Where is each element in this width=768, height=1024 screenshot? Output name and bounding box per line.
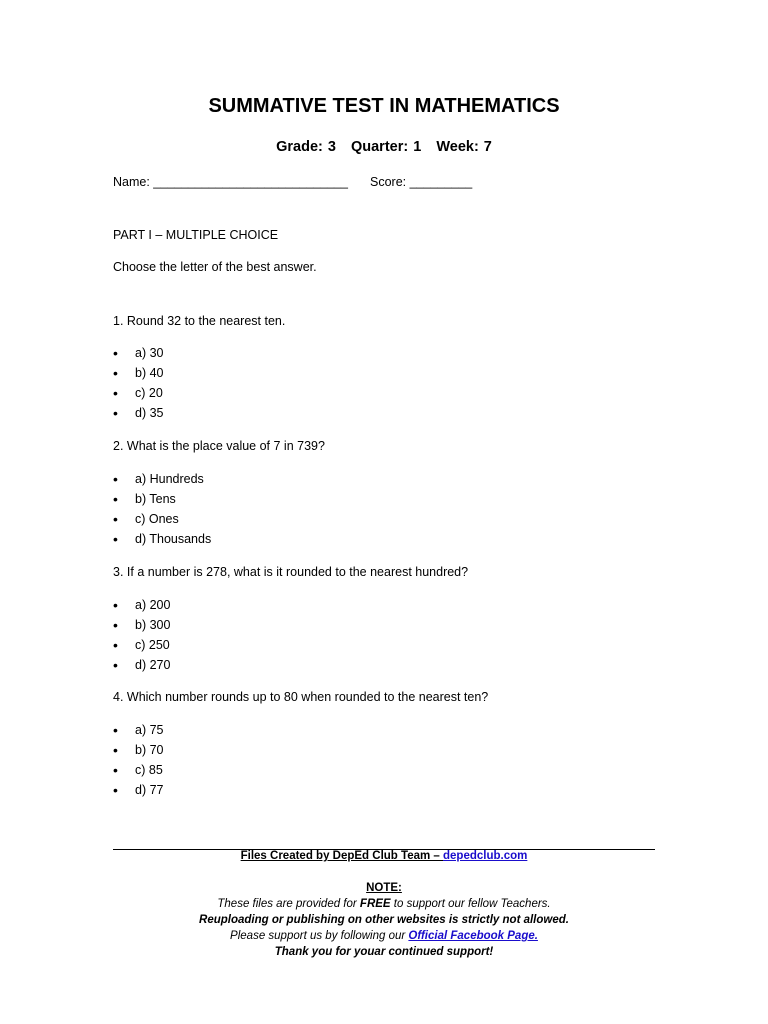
grade-info bbox=[0, 139, 768, 155]
bullet-icon: • bbox=[113, 722, 118, 738]
line3-start: Please support us by following our bbox=[230, 930, 409, 942]
footer-line-2: Reuploading or publishing on other websites is strictly not allowed. bbox=[199, 914, 569, 926]
bullet-icon: • bbox=[113, 597, 118, 613]
question-4-text: 4. Which number rounds up to 80 when rounded to the nearest ten? bbox=[113, 690, 489, 704]
part-heading: PART I – MULTIPLE CHOICE bbox=[113, 228, 279, 242]
list-item bbox=[113, 383, 164, 403]
bullet-icon: • bbox=[113, 385, 118, 401]
line1-start: These files are provided for bbox=[217, 898, 360, 910]
bullet-icon: • bbox=[113, 345, 118, 361]
bullet-icon: • bbox=[113, 405, 118, 421]
option-label: d) 270 bbox=[135, 658, 171, 672]
option-label: c) 250 bbox=[135, 638, 170, 652]
question-1-options bbox=[113, 343, 164, 423]
list-item bbox=[113, 635, 170, 655]
note-label: NOTE: bbox=[366, 882, 402, 894]
footer-line-4: Thank you for youar continued support! bbox=[274, 946, 494, 958]
name-field-line: Name: ____________________________ bbox=[113, 175, 348, 189]
list-item bbox=[113, 780, 164, 800]
bullet-icon: • bbox=[113, 617, 118, 633]
line1-end: to support our fellow Teachers. bbox=[390, 898, 551, 910]
list-item bbox=[113, 363, 164, 383]
bullet-icon: • bbox=[113, 471, 118, 487]
option-label: b) 300 bbox=[135, 618, 171, 632]
option-label: b) 70 bbox=[135, 743, 164, 757]
footer-line-3 bbox=[0, 930, 768, 942]
option-label: c) 20 bbox=[135, 386, 163, 400]
document-title: SUMMATIVE TEST IN MATHEMATICS bbox=[208, 95, 560, 117]
list-item bbox=[113, 403, 164, 423]
question-2-text: 2. What is the place value of 7 in 739? bbox=[113, 439, 325, 453]
footer-line-1 bbox=[0, 898, 768, 910]
quarter-label: Quarter: 1 bbox=[350, 139, 422, 155]
bullet-icon: • bbox=[113, 657, 118, 673]
grade-label: Grade: 3 bbox=[276, 139, 336, 155]
list-item bbox=[113, 343, 164, 363]
bullet-icon: • bbox=[113, 365, 118, 381]
option-label: a) 75 bbox=[135, 723, 164, 737]
list-item bbox=[113, 655, 170, 675]
bullet-icon: • bbox=[113, 531, 118, 547]
question-2-options bbox=[113, 469, 211, 549]
instruction-text: Choose the letter of the best answer. bbox=[113, 260, 317, 274]
question-1-text: 1. Round 32 to the nearest ten. bbox=[113, 314, 286, 328]
list-item bbox=[113, 529, 211, 549]
option-label: b) 40 bbox=[135, 366, 164, 380]
option-label: b) Tens bbox=[135, 492, 176, 506]
list-item bbox=[113, 740, 164, 760]
option-label: d) Thousands bbox=[135, 532, 212, 546]
question-4-options bbox=[113, 720, 164, 800]
option-label: d) 35 bbox=[135, 406, 164, 420]
bullet-icon: • bbox=[113, 637, 118, 653]
option-label: c) 85 bbox=[135, 763, 163, 777]
footer-credit bbox=[0, 850, 768, 862]
bullet-icon: • bbox=[113, 742, 118, 758]
option-label: a) 30 bbox=[135, 346, 164, 360]
bullet-icon: • bbox=[113, 491, 118, 507]
free-emphasis: FREE bbox=[359, 898, 391, 910]
question-3-options bbox=[113, 595, 170, 675]
option-label: a) 200 bbox=[135, 598, 171, 612]
bullet-icon: • bbox=[113, 511, 118, 527]
list-item bbox=[113, 509, 211, 529]
week-label: Week: 7 bbox=[436, 139, 492, 155]
option-label: c) Ones bbox=[135, 512, 179, 526]
bullet-icon: • bbox=[113, 782, 118, 798]
score-field-line: Score: _________ bbox=[370, 175, 473, 189]
question-3-text: 3. If a number is 278, what is it rounded to the nearest hundred? bbox=[113, 565, 469, 579]
list-item bbox=[113, 489, 211, 509]
option-label: d) 77 bbox=[135, 783, 164, 797]
option-label: a) Hundreds bbox=[135, 472, 204, 486]
facebook-link[interactable]: Official Facebook Page. bbox=[408, 930, 538, 942]
list-item bbox=[113, 469, 211, 489]
list-item bbox=[113, 615, 170, 635]
site-link[interactable]: depedclub.com bbox=[443, 850, 528, 862]
bullet-icon: • bbox=[113, 762, 118, 778]
list-item bbox=[113, 595, 170, 615]
credit-text: Files Created by DepEd Club Team – bbox=[240, 850, 443, 862]
list-item bbox=[113, 760, 164, 780]
list-item bbox=[113, 720, 164, 740]
